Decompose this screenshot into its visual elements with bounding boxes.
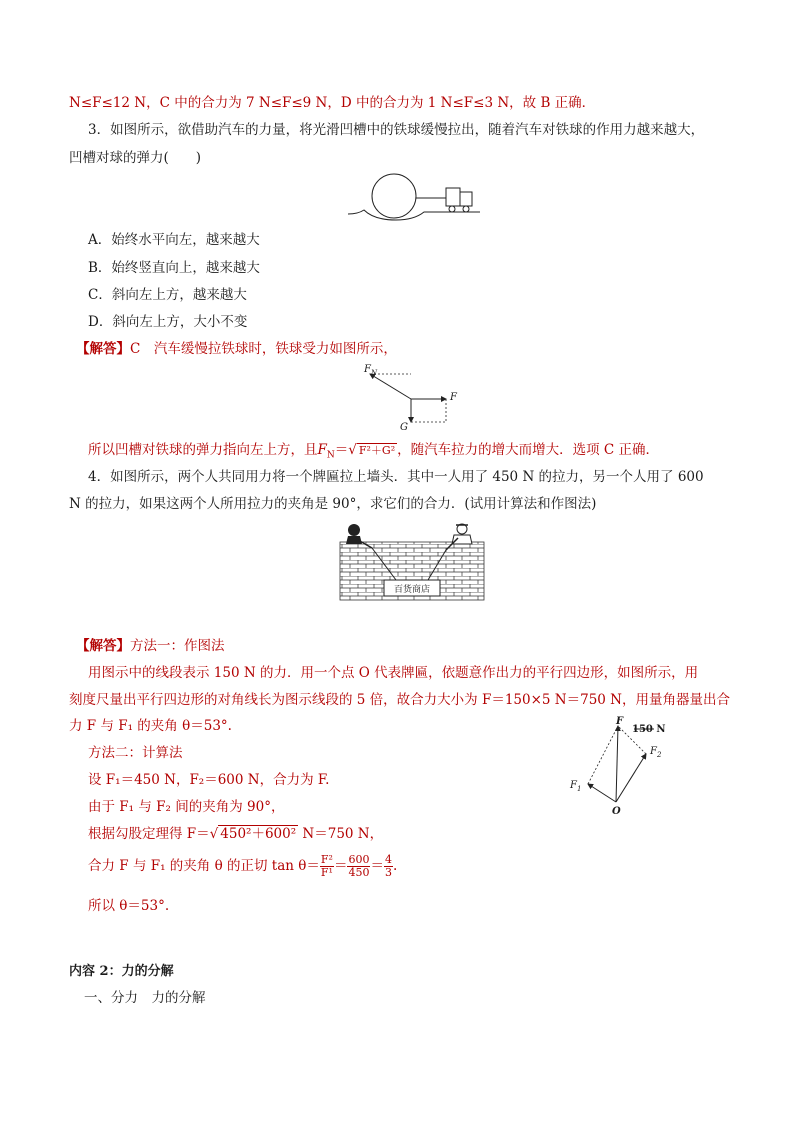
q3-option-a: A．始终水平向左，越来越大: [88, 232, 260, 248]
m2-line4: 合力 F 与 F₁ 的夹角 θ 的正切 tan θ＝ $\frac{\text{F²}}{\text{F¹}}$ ＝ $\frac{600}{450}$ ＝ $\frac{4}{3}$ .: [88, 853, 398, 879]
q3-force-diagram: [360, 362, 470, 433]
answer-continuation: N≤F≤12 N，C 中的合力为 7 N≤F≤9 N，D 中的合力为 1 N≤F≤3 N，故 B 正确．: [69, 95, 596, 111]
scale-label: 150 N: [632, 724, 666, 735]
answer-tag: 【解答】: [76, 638, 130, 654]
q3-stem-line1: 3．如图所示，欲借助汽车的力量，将光滑凹槽中的铁球缓慢拉出，随着汽车对铁球的作用力越来越大，: [88, 122, 705, 138]
q3-option-b: B．始终竖直向上，越来越大: [88, 260, 260, 276]
m2-line2: 由于 F₁ 与 F₂ 间的夹角为 90°，: [88, 799, 285, 815]
f1-label: $F_1$: [570, 780, 582, 793]
m2-line5: 所以 θ＝53°.: [88, 898, 170, 914]
q3-stem-line2: 凹槽对球的弹力( ): [69, 150, 202, 166]
section-title: 内容 2：力的分解: [69, 964, 174, 979]
q3-answer-text: C 汽车缓慢拉铁球时，铁球受力如图所示，: [130, 341, 397, 357]
method1-title: 方法一：作图法: [130, 638, 225, 654]
q3-answer: [76, 339, 397, 359]
q4-wall-figure: [338, 520, 486, 602]
q4-stem-line2: N 的拉力，如果这两个人所用拉力的夹角是 90°，求它们的合力．(试用计算法和作图法): [69, 496, 597, 512]
m2-line3: 根据勾股定理得 F＝√ 450²＋600² N＝750 N，: [88, 826, 384, 842]
q3-ball-car-figure: [344, 172, 484, 224]
q4-answer-head: [76, 636, 225, 656]
sign-text: 百货商店: [393, 585, 430, 595]
section-subtitle: 一、分力 力的分解: [84, 990, 206, 1006]
f-label: F: [450, 392, 457, 403]
q3-conclusion: 所以凹槽对铁球的弹力指向左上方，且$F_N=√$ F²＋G² ，随汽车拉力的增大而增大．选项 C 正确．: [88, 442, 660, 461]
m1-line1: 用图示中的线段表示 150 N 的力．用一个点 O 代表牌匾，依题意作出力的平行四边形，如图所示，用: [88, 665, 699, 681]
f-result-label: F: [616, 716, 624, 727]
q4-parallelogram-diagram: [566, 716, 678, 820]
o-label: O: [612, 806, 621, 817]
q4-stem-line1: 4．如图所示，两个人共同用力将一个牌匾拉上墙头．其中一人用了 450 N 的拉力，另一个人用了 600: [88, 469, 704, 485]
method2-title: 方法二：计算法: [88, 745, 183, 761]
g-label: G: [400, 422, 408, 433]
q3-option-d: D．斜向左上方，大小不变: [88, 314, 248, 330]
m1-line2: 刻度尺量出平行四边形的对角线长为图示线段的 5 倍，故合力大小为 F＝150×5 N＝750 N，用量角器量出合: [69, 692, 730, 708]
m2-line1: 设 F₁＝450 N，F₂＝600 N，合力为 F.: [88, 772, 330, 788]
answer-tag: 【解答】: [76, 341, 130, 357]
m1-line3: 力 F 与 F₁ 的夹角 θ＝53°.: [69, 718, 232, 734]
q3-option-c: C．斜向左上方，越来越大: [88, 287, 247, 303]
f2-label: $F_2$: [650, 746, 662, 759]
fn-label: $F_N$: [364, 364, 378, 377]
